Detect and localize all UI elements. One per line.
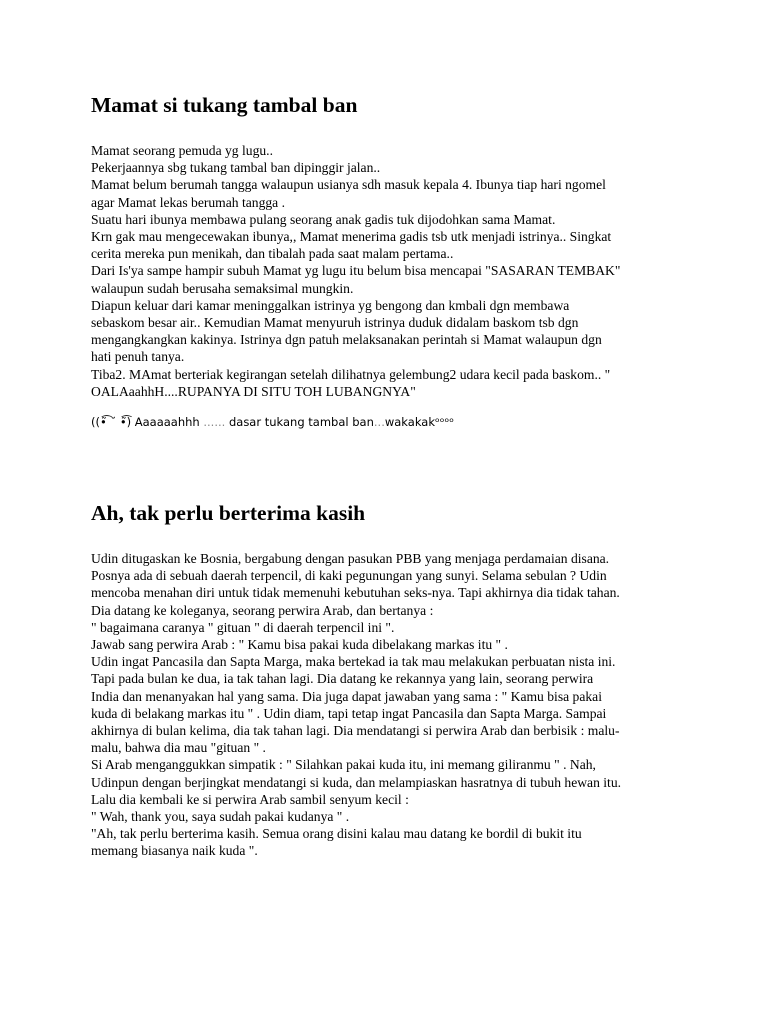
emoticon-face: ((•̃͡ ˘ •̃͡)	[91, 415, 132, 430]
emoticon-superscript: ᵒᵒᵒᵒ	[434, 415, 455, 430]
body-line: OALAaahhH....RUPANYA DI SITU TOH LUBANGNYA"	[91, 383, 416, 399]
body-line: Udinpun dengan berjingkat mendatangi si kuda, dan melampiaskan hasratnya di tubuh hewan itu.	[91, 774, 622, 790]
body-line: Jawab sang perwira Arab : " Kamu bisa pakai kuda dibelakang markas itu " .	[91, 637, 508, 653]
body-line: agar Mamat lekas berumah tangga .	[91, 194, 286, 210]
body-line: Udin ingat Pancasila dan Sapta Marga, maka bertekad ia tak mau melakukan perbuatan nista ini.	[91, 654, 616, 670]
ellipsis: ...	[373, 415, 385, 430]
body-line: Diapun keluar dari kamar meninggalkan istrinya yg bengong dan kmbali dgn membawa	[91, 297, 570, 313]
body-line: " Wah, thank you, saya sudah pakai kudanya " .	[91, 809, 350, 825]
body-line: Tapi pada bulan ke dua, ia tak tahan lagi. Dia datang ke rekannya yang lain, seorang perwira	[91, 671, 594, 687]
body-line: India dan menanyakan hal yang sama. Dia juga dapat jawaban yang sama : " Kamu bisa pakai	[91, 688, 602, 704]
body-line: Krn gak mau mengecewakan ibunya,, Mamat menerima gadis tsb utk menjadi istrinya.. Singkat	[91, 229, 612, 245]
body-line: "Ah, tak perlu berterima kasih. Semua orang disini kalau mau datang ke bordil di bukit itu	[91, 826, 582, 842]
emoticon-phrase: dasar tukang tambal ban	[228, 415, 374, 430]
body-line: Udin ditugaskan ke Bosnia, bergabung dengan pasukan PBB yang menjaga perdamaian disana.	[91, 551, 610, 566]
body-line: sebaskom besar air.. Kemudian Mamat menyuruh istrinya duduk didalam baskom tsb dgn	[91, 315, 579, 331]
body-line: Dari Is'ya sampe hampir subuh Mamat yg lugu itu belum bisa mencapai "SASARAN TEMBAK"	[91, 263, 621, 279]
body-line: Suatu hari ibunya membawa pulang seorang anak gadis tuk dijodohkan sama Mamat.	[91, 211, 556, 227]
body-line: Mamat belum berumah tangga walaupun usianya sdh masuk kepala 4. Ibunya tiap hari ngomel	[91, 177, 606, 193]
story-body	[91, 550, 701, 860]
body-line: cerita mereka pun menikah, dan tibalah pada saat malam pertama..	[91, 246, 454, 262]
body-line: Si Arab menganggukkan simpatik : " Silahkan pakai kuda itu, ini memang giliranmu " . Nah,	[91, 757, 596, 773]
body-line: Tiba2. MAmat berteriak kegirangan setelah dilihatnya gelembung2 udara kecil pada baskom.. "	[91, 366, 611, 382]
story-udin	[91, 500, 701, 860]
body-line: Mamat seorang pemuda yg lugu..	[91, 143, 273, 158]
paragraph-gap	[91, 400, 701, 414]
body-line: Dia datang ke koleganya, seorang perwira Arab, dan bertanya :	[91, 602, 434, 618]
emoticon-line	[91, 414, 701, 431]
body-line: Lalu dia kembali ke si perwira Arab sambil senyum kecil :	[91, 791, 409, 807]
body-line: mencoba menahan diri untuk tidak memenuhi kebutuhan seks-nya. Tapi akhirnya dia tidak tahan.	[91, 585, 620, 601]
story-body	[91, 142, 701, 431]
emoticon-word: Aaaaaahhh	[134, 415, 200, 430]
body-line: memang biasanya naik kuda ".	[91, 843, 258, 859]
story-mamat	[91, 92, 701, 431]
story-title: Mamat si tukang tambal ban	[91, 93, 358, 117]
body-line: mengangkangkan kakinya. Istrinya dgn patuh melaksanakan perintah si Mamat walaupun dgn	[91, 332, 602, 348]
body-line: malu, bahwa dia mau "gituan " .	[91, 740, 266, 756]
body-line: Pekerjaannya sbg tukang tambal ban dipinggir jalan..	[91, 160, 381, 176]
story-title: Ah, tak perlu berterima kasih	[91, 501, 366, 525]
body-line: akhirnya di bulan kelima, dia tak tahan lagi. Dia mendatangi si perwira Arab dan berbisik : malu-	[91, 723, 620, 739]
body-line: " bagaimana caranya " gituan " di daerah terpencil ini ".	[91, 619, 395, 635]
body-line: walaupun sudah berusaha semaksimal mungkin.	[91, 280, 354, 296]
emoticon-laugh: wakakak	[384, 415, 435, 430]
body-line: hati penuh tanya.	[91, 349, 185, 365]
body-line: Posnya ada di sebuah daerah terpencil, di kaki pegunungan yang sunyi. Selama sebulan ? Udin	[91, 568, 607, 584]
body-line: kuda di belakang markas itu " . Udin diam, tapi tetap ingat Pancasila dan Sapta Marga. Sampai	[91, 705, 607, 721]
ellipsis: ......	[203, 415, 226, 430]
